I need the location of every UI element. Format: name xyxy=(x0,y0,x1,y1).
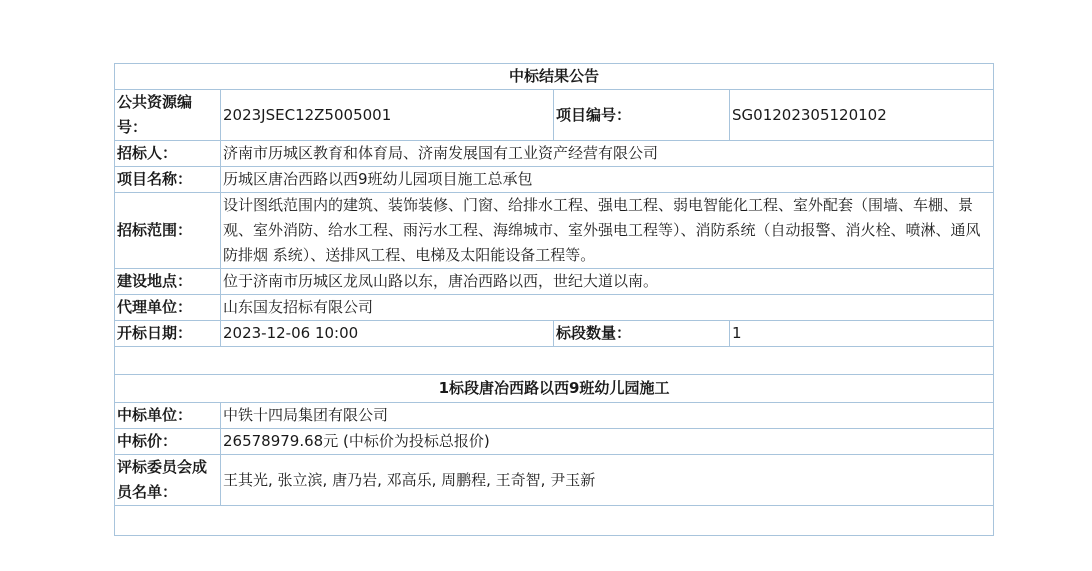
lots-label: 标段数量： xyxy=(554,321,730,347)
award-notice-table xyxy=(114,63,994,536)
winner-row xyxy=(115,403,994,429)
site-value: 位于济南市历城区龙凤山路以东，唐冶西路以西，世纪大道以南。 xyxy=(221,269,994,295)
price-row xyxy=(115,429,994,455)
tenderer-row xyxy=(115,141,994,167)
winner-value: 中铁十四局集团有限公司 xyxy=(221,403,994,429)
title-row xyxy=(115,64,994,90)
project-name-row xyxy=(115,167,994,193)
project-name-label: 项目名称： xyxy=(115,167,221,193)
project-name-value: 历城区唐冶西路以西9班幼儿园项目施工总承包 xyxy=(221,167,994,193)
agency-value: 山东国友招标有限公司 xyxy=(221,295,994,321)
footer-spacer-cell xyxy=(115,506,994,536)
committee-label: 评标委员会成员名单： xyxy=(115,455,221,506)
open-date-value: 2023-12-06 10:00 xyxy=(221,321,554,347)
site-row xyxy=(115,269,994,295)
agency-label: 代理单位： xyxy=(115,295,221,321)
project-no-label: 项目编号： xyxy=(554,90,730,141)
site-label: 建设地点： xyxy=(115,269,221,295)
spacer-row xyxy=(115,347,994,375)
project-no-value: SG01202305120102 xyxy=(730,90,994,141)
price-value: 26578979.68元 (中标价为投标总报价) xyxy=(221,429,994,455)
footer-spacer-row xyxy=(115,506,994,536)
committee-row xyxy=(115,455,994,506)
lots-value: 1 xyxy=(730,321,994,347)
committee-value: 王其光, 张立滨, 唐乃岩, 邓高乐, 周鹏程, 王奇智, 尹玉新 xyxy=(221,455,994,506)
scope-row xyxy=(115,193,994,269)
lot-heading-row xyxy=(115,375,994,403)
open-date-row xyxy=(115,321,994,347)
open-date-label: 开标日期： xyxy=(115,321,221,347)
page-title: 中标结果公告 xyxy=(115,64,994,90)
resource-no-row xyxy=(115,90,994,141)
scope-label: 招标范围： xyxy=(115,193,221,269)
agency-row xyxy=(115,295,994,321)
resource-no-label: 公共资源编号： xyxy=(115,90,221,141)
tenderer-label: 招标人： xyxy=(115,141,221,167)
resource-no-value: 2023JSEC12Z5005001 xyxy=(221,90,554,141)
spacer-cell xyxy=(115,347,994,375)
tenderer-value: 济南市历城区教育和体育局、济南发展国有工业资产经营有限公司 xyxy=(221,141,994,167)
winner-label: 中标单位： xyxy=(115,403,221,429)
scope-value: 设计图纸范围内的建筑、装饰装修、门窗、给排水工程、强电工程、弱电智能化工程、室外配套（围墙、车棚、景观、室外消防、给水工程、雨污水工程、海绵城市、室外强电工程等）、消防系统（自动报警、消火栓、喷淋、通风防排烟 系统）、送排风工程、电梯及太阳能设备工程等。 xyxy=(221,193,994,269)
lot-heading: 1标段唐冶西路以西9班幼儿园施工 xyxy=(115,375,994,403)
price-label: 中标价： xyxy=(115,429,221,455)
